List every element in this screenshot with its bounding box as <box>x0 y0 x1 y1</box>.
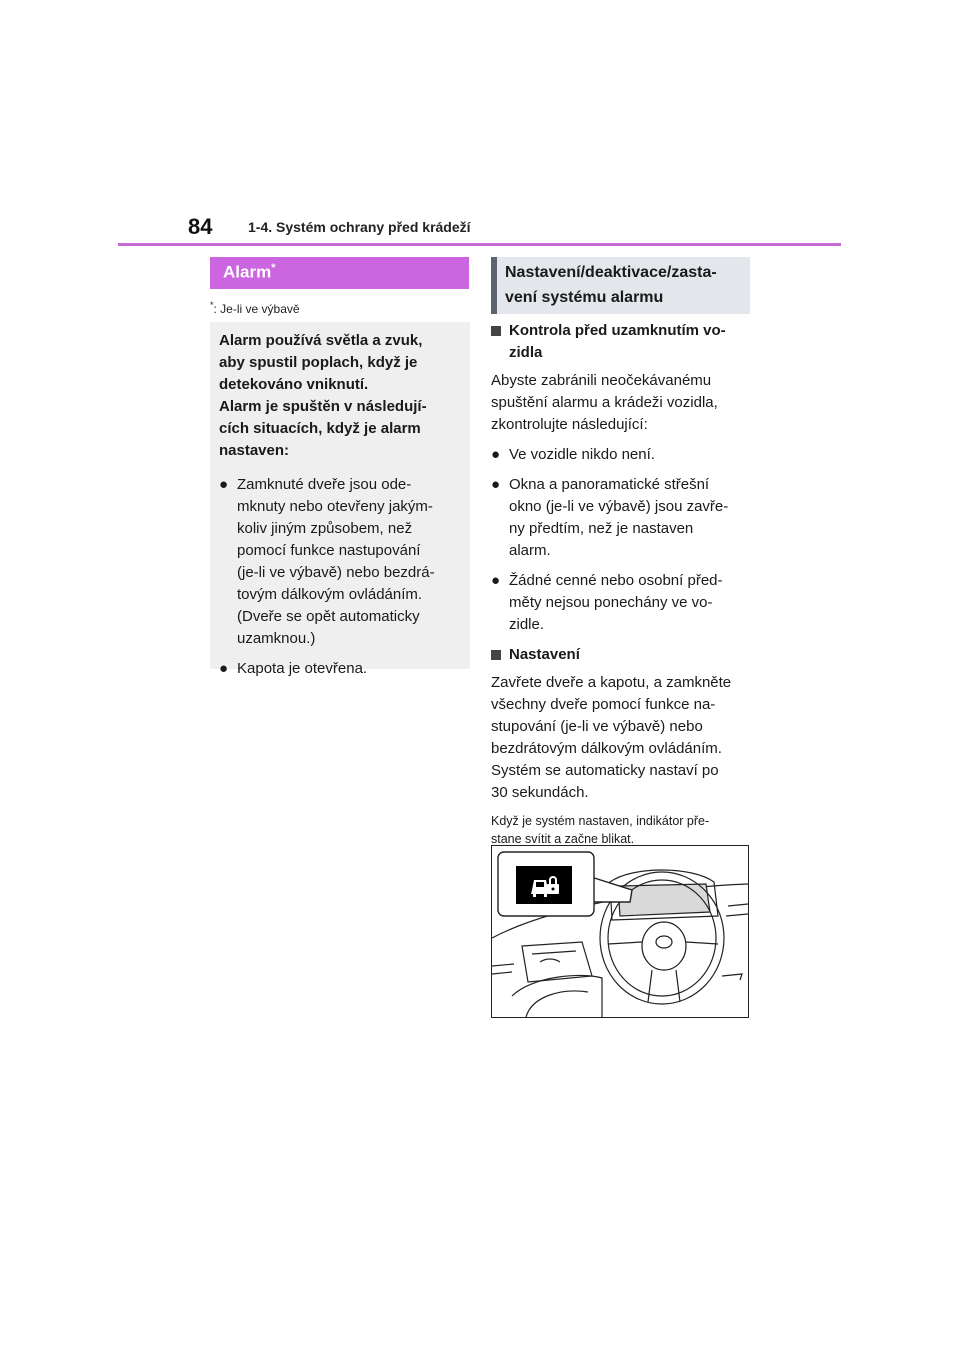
alarm-lead-line: nastaven: <box>219 442 290 459</box>
bullet-line: uzamknou.) <box>237 630 316 647</box>
check-heading-line: Kontrola před uzamknutím vo- <box>509 322 726 339</box>
bullet-line: Ve vozidle nikdo není. <box>509 446 655 463</box>
bullet-dot-icon: ● <box>491 476 501 493</box>
alarm-lead-line: detekováno vniknutí. <box>219 376 369 393</box>
bullet-line: ny předtím, než je nastaven <box>509 520 694 537</box>
alarm-heading-marker: * <box>271 262 276 274</box>
set-heading <box>491 644 753 666</box>
center-screen <box>522 942 592 982</box>
bullet-line: Okna a panoramatické střešní <box>509 476 710 493</box>
bullet-line: Kapota je otevřena. <box>237 660 368 677</box>
setting-content <box>491 320 753 848</box>
alarm-lead-line: aby spustil poplach, když je <box>219 354 418 371</box>
bullet-line: měty nejsou ponechány ve vo- <box>509 594 713 611</box>
check-intro-line: spuštění alarmu a krádeži vozidla, <box>491 394 718 411</box>
alarm-bullet-doors <box>219 474 460 650</box>
check-intro-line: Abyste zabránili neočekávanému <box>491 372 712 389</box>
check-heading-line: zidla <box>509 344 543 361</box>
page-number: 84 <box>188 214 213 239</box>
set-note <box>491 812 753 848</box>
footnote-text: : Je-li ve výbavě <box>213 302 300 316</box>
setting-section-heading <box>491 257 750 314</box>
set-text <box>491 672 753 804</box>
bullet-line: okno (je-li ve výbavě) jsou zavře- <box>509 498 729 515</box>
steering-hub <box>642 922 686 970</box>
set-text-line: 30 sekundách. <box>491 784 589 801</box>
bullet-line: koliv jiným způsobem, než <box>237 520 413 537</box>
set-text-line: všechny dveře pomocí funkce na- <box>491 696 716 713</box>
check-intro <box>491 370 753 436</box>
setting-heading-line: Nastavení/deaktivace/zasta- <box>505 264 717 281</box>
set-text-line: Zavřete dveře a kapotu, a zamkněte <box>491 674 732 691</box>
bullet-line: Žádné cenné nebo osobní před- <box>509 572 723 589</box>
check-intro-line: zkontrolujte následující: <box>491 416 648 433</box>
setting-heading-line: vení systému alarmu <box>505 289 664 306</box>
square-bullet-icon <box>491 650 501 660</box>
header-rule <box>118 243 841 246</box>
set-note-line: stane svítit a začne blikat. <box>491 832 635 846</box>
bullet-line: Zamknuté dveře jsou ode- <box>237 476 412 493</box>
bullet-line: zidle. <box>509 616 545 633</box>
chapter-title: 1-4. Systém ochrany před krádeží <box>248 219 471 235</box>
set-note-line: Když je systém nastaven, indikátor pře- <box>491 814 710 828</box>
check-heading <box>491 320 753 364</box>
center-console <box>512 975 602 1017</box>
bullet-line: (je-li ve výbavě) nebo bezdrá- <box>237 564 435 581</box>
dashboard-illustration <box>491 845 749 1018</box>
bullet-line: (Dveře se opět automaticky <box>237 608 420 625</box>
alarm-lead-line: Alarm používá světla a zvuk, <box>219 332 423 349</box>
dashboard-drawing <box>492 846 748 1017</box>
bullet-line: tovým dálkovým ovládáním. <box>237 586 423 603</box>
square-bullet-icon <box>491 326 501 336</box>
footnote-marker: * <box>210 300 214 310</box>
bullet-line: alarm. <box>509 542 551 559</box>
steering-spokes <box>608 942 718 944</box>
bullet-dot-icon: ● <box>219 660 229 677</box>
check-bullet-windows <box>491 474 753 562</box>
alarm-heading-text: Alarm <box>223 262 272 282</box>
indicator-callout <box>498 852 632 916</box>
alarm-lead-line: cích situacích, když je alarm <box>219 420 421 437</box>
bullet-dot-icon: ● <box>491 572 501 589</box>
bullet-line: pomocí funkce nastupování <box>237 542 421 559</box>
bullet-dot-icon: ● <box>491 446 501 463</box>
steering-lower-spokes <box>648 970 680 1002</box>
steering-logo <box>656 936 672 948</box>
alarm-section-heading <box>210 257 469 289</box>
set-text-line: bezdrátovým dálkovým ovládáním. <box>491 740 722 757</box>
alarm-info-box <box>210 322 470 677</box>
alarm-lead-text <box>219 330 460 462</box>
alarm-lead-line: Alarm je spuštěn v následují- <box>219 398 427 415</box>
check-bullet-nobody <box>491 444 753 466</box>
set-text-line: Systém se automaticky nastaví po <box>491 762 719 779</box>
check-bullet-valuables <box>491 570 753 636</box>
cluster-screen <box>618 884 710 916</box>
set-heading-text: Nastavení <box>509 646 580 663</box>
bullet-line: mknuty nebo otevřeny jakým- <box>237 498 433 515</box>
footnote <box>210 300 300 316</box>
set-text-line: stupování (je-li ve výbavě) nebo <box>491 718 703 735</box>
bullet-dot-icon: ● <box>219 476 229 493</box>
alarm-bullet-hood <box>219 658 460 680</box>
